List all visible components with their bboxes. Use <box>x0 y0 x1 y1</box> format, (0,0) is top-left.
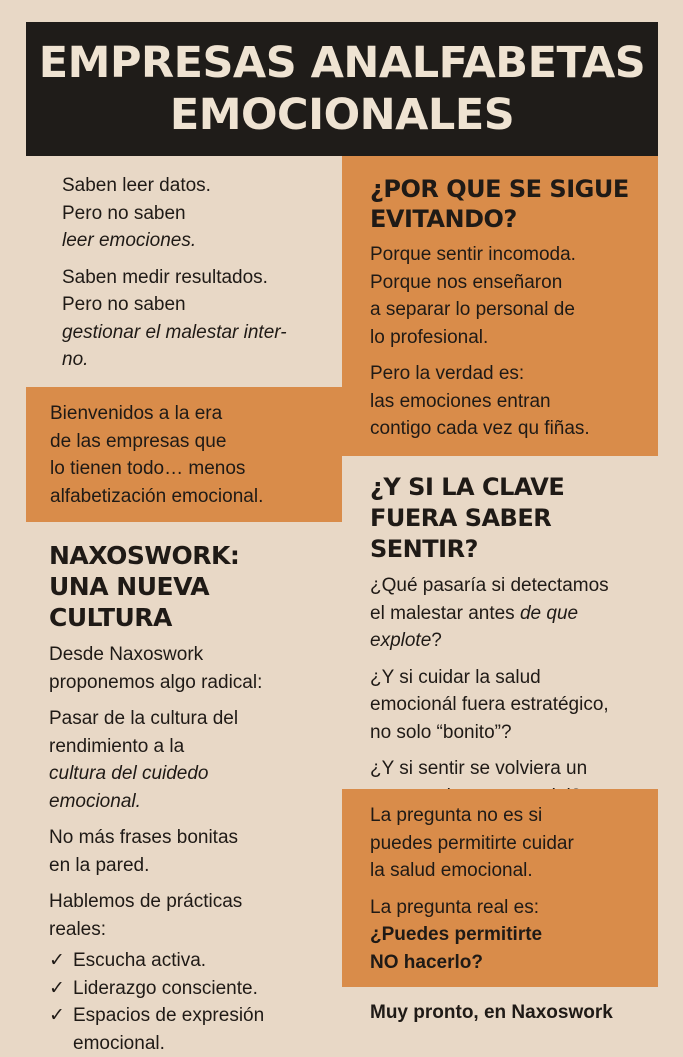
naxoswork-section <box>49 540 339 1057</box>
title-line-1: EMPRESAS ANALFABETAS <box>39 37 645 89</box>
question-box <box>342 789 658 987</box>
key-paragraph-3: ¿Y si sentir se volviera un <box>370 755 660 810</box>
checklist-item: ✓ Espacios de expresión <box>49 1002 339 1030</box>
naxoswork-paragraph-2: Pasar de la cultura del rendimiento a la cultura del cuidedo emocional. <box>49 705 339 815</box>
why-heading: ¿POR QUE SE SIGUE EVITANDO? <box>370 174 658 234</box>
key-section <box>370 472 660 819</box>
why-paragraph-2: Pero la verdad es: las emociones entran contigo cada vez qu fiñas. <box>370 360 658 443</box>
checklist-item-continuation: emocional. <box>49 1030 339 1057</box>
practices-checklist <box>49 947 339 1057</box>
welcome-box: Bienvenidos a la era de las empresas que lo tienen todo… menos alfabetización emocional. <box>26 387 342 522</box>
naxoswork-paragraph-4: Hablemos de prácticas reales: <box>49 888 339 943</box>
naxoswork-paragraph-3: No más frases bonitas en la pared. <box>49 824 339 879</box>
key-heading: ¿Y SI LA CLAVE FUERA SABER SENTIR? <box>370 472 660 565</box>
coming-soon-text: Muy pronto, en Naxoswork <box>370 999 670 1027</box>
question-paragraph-2: La pregunta real es: ¿Puedes permitirte NO hacerlo? <box>370 894 658 977</box>
naxoswork-paragraph-1: Desde Naxoswork proponemos algo radical: <box>49 641 339 696</box>
intro-paragraph-1: Saben leer datos. Pero no saben leer emociones. <box>62 172 340 255</box>
intro-paragraph-2: Saben medir resultados. Pero no saben gestionar el malestar inter- no. <box>62 264 340 374</box>
left-intro <box>62 172 340 383</box>
naxoswork-heading: NAXOSWORK: UNA NUEVA CULTURA <box>49 540 339 633</box>
checklist-item: ✓ Liderazgo consciente. <box>49 975 339 1003</box>
checkmark-icon: ✓ <box>49 975 73 1003</box>
checkmark-icon: ✓ <box>49 1002 73 1030</box>
checkmark-icon: ✓ <box>49 947 73 975</box>
why-paragraph-1: Porque sentir incomoda. Porque nos enseñaron a separar lo personal de lo profesional. <box>370 241 658 351</box>
question-paragraph-1: La pregunta no es si puedes permitirte cuidar la salud emocional. <box>370 802 658 885</box>
checklist-item: ✓ Escucha activa. <box>49 947 339 975</box>
why-box <box>342 156 658 456</box>
title-line-2: EMOCIONALES <box>170 89 514 141</box>
key-paragraph-1: ¿Qué pasaría si detectamos el malestar antes de que explote? <box>370 572 660 655</box>
page-title <box>26 22 658 156</box>
key-paragraph-2: ¿Y si cuidar la salud emocionál fuera estratégico, no solo “bonito”? <box>370 664 660 747</box>
